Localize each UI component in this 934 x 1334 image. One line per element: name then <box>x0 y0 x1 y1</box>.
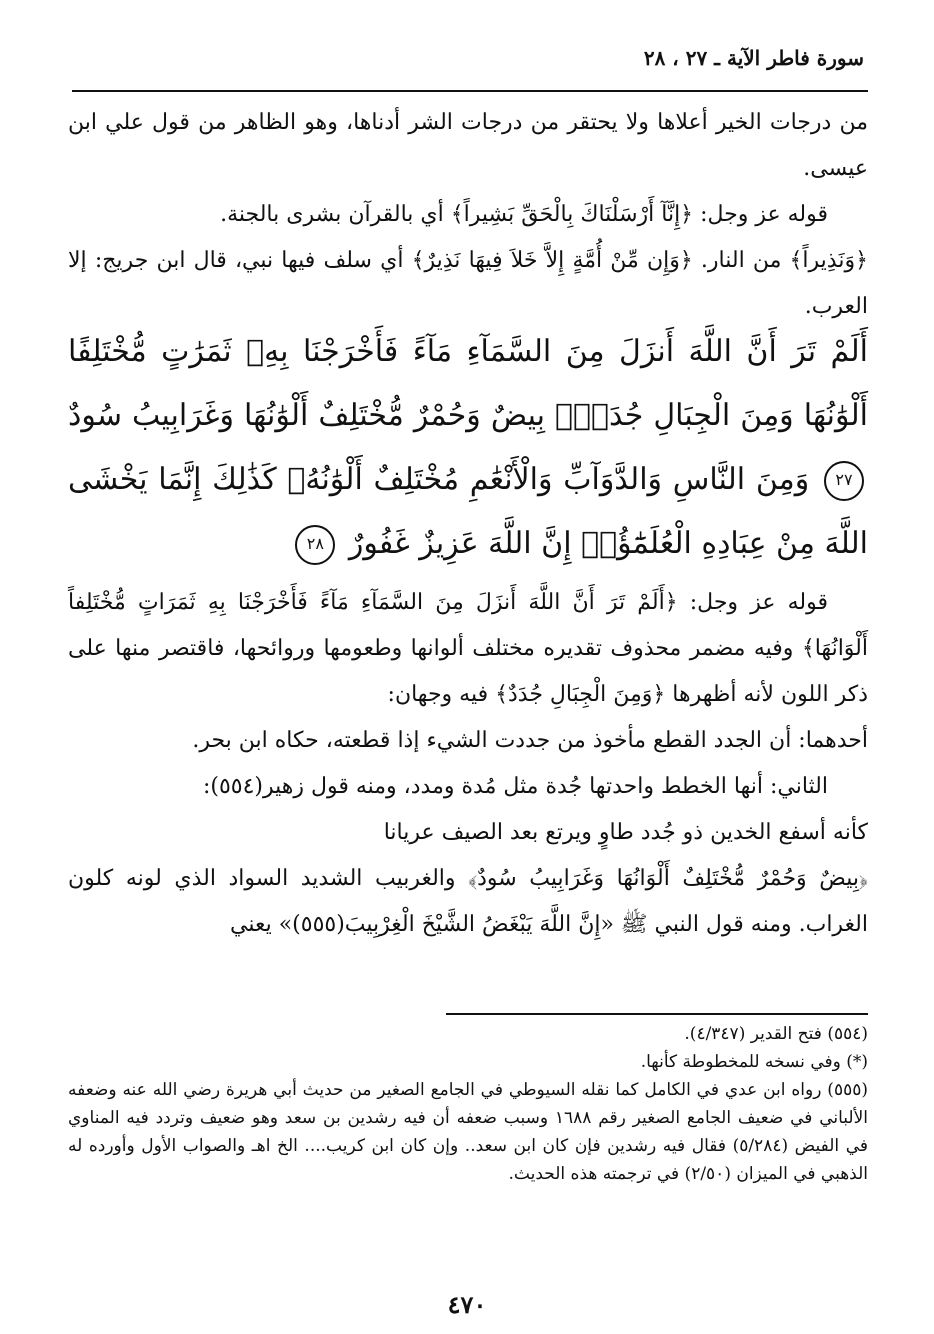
footnotes-block <box>68 1020 868 1188</box>
paragraph: قوله عز وجل: ﴿أَلَمْ تَرَ أَنَّ اللَّهَ أَنزَلَ مِنَ السَّمَآءِ مَآءً فَأَخْرَجْنَا بِهِ ثَمَرَاتٍ مُّخْتَلِفاً أَلْوَانُهَا﴾ وفيه مضمر محذوف تقديره مختلف ألوانها وطعومها وروائحها، فاقتصر منها على ذكر اللون لأنه أظهرها ﴿وَمِنَ الْجِبَالِ جُدَدٌ﴾ فيه وجهان: <box>68 590 868 707</box>
verse-number-marker: ٢٨ <box>295 525 335 565</box>
header-divider <box>72 90 868 92</box>
poetry-verse: كأنه أسفع الخدين ذو جُدد طاوٍ ويرتع بعد الصيف عريانا <box>383 820 868 845</box>
quran-verses-block <box>68 320 868 576</box>
paragraph: قوله عز وجل: ﴿إِنَّآ أَرْسَلْنَاكَ بِالْحَقِّ بَشِيراً﴾ أي بالقرآن بشرى بالجنة. <box>220 202 828 227</box>
quran-text: أَلَمْ تَرَ أَنَّ اللَّهَ أَنزَلَ مِنَ السَّمَآءِ مَآءً فَأَخْرَجْنَا بِهِۦ ثَمَرَٰتٍ مُّخْتَلِفًا أَلْوَٰنُهَا وَمِنَ الْجِبَالِ جُدَدٌۢ بِيضٌ وَحُمْرٌ مُّخْتَلِفٌ أَلْوَٰنُهَا وَغَرَابِيبُ سُودٌ <box>68 334 868 433</box>
paragraph: ﴿وَنَذِيراً﴾ من النار. ﴿وَإِن مِّنْ أُمَّةٍ إِلاَّ خَلاَ فِيهَا نَذِيرٌ﴾ أي سلف فيها نبي، قال ابن جريج: إلا العرب. <box>68 248 868 319</box>
running-header: سورة فاطر الآية ـ ٢٧ ، ٢٨ <box>643 46 864 70</box>
quran-text: وَمِنَ النَّاسِ وَالدَّوَآبِّ وَالْأَنْعَٰمِ مُخْتَلِفٌ أَلْوَٰنُهُۥ كَذَٰلِكَ إِنَّمَا يَخْشَى اللَّهَ مِنْ عِبَادِهِ الْعُلَمَٰٓؤُا۟ إِنَّ اللَّهَ عَزِيزٌ غَفُورٌ <box>68 462 868 561</box>
footnote: (٥٥٥) رواه ابن عدي في الكامل كما نقله السيوطي في الجامع الصغير من حديث أبي هريرة رضي الله عنه وضعفه الألباني في ضعيف الجامع الصغير رقم ١٦٨٨ وسبب ضعفه أن فيه رشدين بن سعد وهو ضعيف وتردد فيه المناوي في الفيض (٥/٢٨٤) فقال فيه رشدين فإن كان ابن سعد.. وإن كان ابن كريب.... الخ اهـ والصواب الأول وأورده له الذهبي في الميزان (٢/٥٠) في ترجمته هذه الحديث. <box>68 1080 868 1184</box>
bottom-text-block <box>68 580 868 948</box>
paragraph: الثاني: أنها الخطط واحدتها جُدة مثل مُدة ومدد، ومنه قول زهير(٥٥٤): <box>202 774 828 799</box>
paragraph: من درجات الخير أعلاها ولا يحتقر من درجات الشر أدناها، وهو الظاهر من قول علي ابن عيسى. <box>68 110 868 181</box>
footnote-divider <box>446 1013 868 1015</box>
verse-number-marker: ٢٧ <box>824 461 864 501</box>
paragraph: ﴿بِيضٌ وَحُمْرٌ مُّخْتَلِفٌ أَلْوَانُهَا وَغَرَابِيبُ سُودٌ﴾ والغربيب الشديد السواد الذي لونه كلون الغراب. ومنه قول النبي ﷺ «إِنَّ اللَّهَ يَبْغَضُ الشَّيْخَ الْغِرْبِيبَ(٥٥٥)» يعني <box>68 866 868 937</box>
footnote: (٥٥٤) فتح القدير (٤/٣٤٧). <box>684 1024 868 1044</box>
page-number: ٤٧٠ <box>447 1290 487 1319</box>
paragraph: أحدهما: أن الجدد القطع مأخوذ من جددت الشيء إذا قطعته، حكاه ابن بحر. <box>192 728 868 753</box>
footnote: (*) وفي نسخه للمخطوطة كأنها. <box>640 1052 868 1072</box>
top-text-block <box>68 100 868 330</box>
